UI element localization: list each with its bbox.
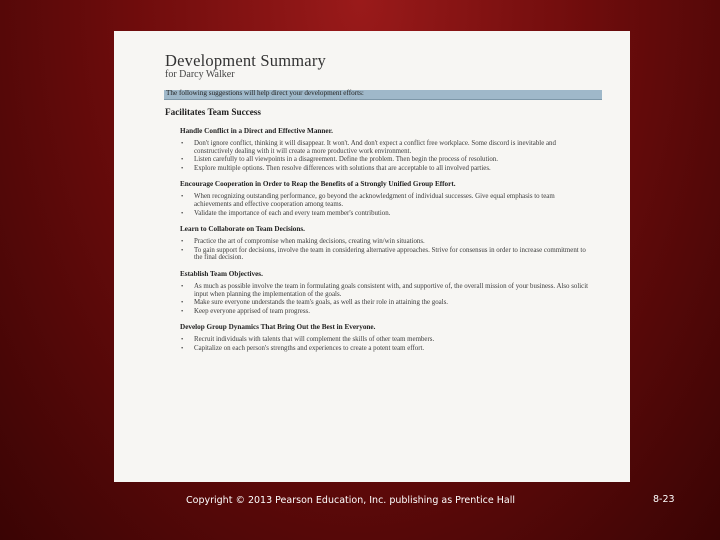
suggestion-group <box>180 270 590 315</box>
bullet-icon: • <box>181 307 184 315</box>
list-item-text: Capitalize on each person's strengths and experiences to create a potent team effort. <box>194 344 425 352</box>
group-heading: Develop Group Dynamics That Bring Out the Best in Everyone. <box>180 323 376 332</box>
list-item-text: As much as possible involve the team in formulating goals consistent with, and supportive of, the overall mission of your business. Also solicit input when planning the implementation of the goals. <box>194 282 589 298</box>
list-item <box>180 165 590 173</box>
list-item <box>180 156 590 164</box>
list-item <box>180 238 590 246</box>
list-item <box>180 345 590 353</box>
banner-bar <box>164 90 602 100</box>
list-item-text: Don't ignore conflict, thinking it will disappear. It won't. And don't expect a conflict free workplace. Some discord is inevitable and constructively dealing with it will create a more productive work environment. <box>194 140 556 155</box>
list-item-text: To gain support for decisions, involve the team in considering alternative approaches. Strive for consensus in order to increase commitment to the final decision. <box>194 246 586 262</box>
bullet-icon: • <box>181 246 184 254</box>
bullet-icon: • <box>181 344 184 352</box>
list-item-text: Validate the importance of each and every team member's contribution. <box>194 209 391 217</box>
list-item-text: Keep everyone apprised of team progress. <box>194 307 310 315</box>
bullet-icon: • <box>181 299 184 307</box>
bullet-icon: • <box>181 156 184 164</box>
bullet-icon: • <box>181 193 184 201</box>
list-item <box>180 210 590 218</box>
list-item <box>180 247 590 262</box>
page-number: 8-23 <box>653 494 675 505</box>
list-item <box>180 299 590 307</box>
list-item-text: Explore multiple options. Then resolve differences with solutions that are acceptable to all involved parties. <box>194 164 491 172</box>
document-page <box>114 31 630 482</box>
bullet-icon: • <box>181 336 184 344</box>
list-item <box>180 308 590 316</box>
document-subtitle: for Darcy Walker <box>165 69 235 80</box>
suggestion-group <box>180 323 590 352</box>
group-heading: Handle Conflict in a Direct and Effective Manner. <box>180 127 333 135</box>
list-item <box>180 193 590 208</box>
copyright-text: Copyright © 2013 Pearson Education, Inc. publishing as Prentice Hall <box>186 495 515 506</box>
banner-text: The following suggestions will help direct your development efforts: <box>166 89 364 97</box>
list-item-text: When recognizing outstanding performance, go beyond the acknowledgment of individual successes. Give equal emphasis to team achievements and effective cooperation among teams. <box>194 193 555 208</box>
list-item-text: Recruit individuals with talents that will complement the skills of other team members. <box>194 336 435 344</box>
list-item <box>180 336 590 344</box>
document-title: Development Summary <box>165 51 326 70</box>
list-item <box>180 140 590 155</box>
bullet-icon: • <box>181 238 184 246</box>
group-heading: Encourage Cooperation in Order to Reap the Benefits of a Strongly Unified Group Effort. <box>180 180 456 189</box>
list-item-text: Listen carefully to all viewpoints in a disagreement. Define the problem. Then begin the process of resolution. <box>194 156 498 164</box>
bullet-icon: • <box>181 140 184 147</box>
group-heading: Establish Team Objectives. <box>180 269 263 278</box>
section-heading: Facilitates Team Success <box>165 107 261 117</box>
group-heading: Learn to Collaborate on Team Decisions. <box>180 225 305 234</box>
list-item-text: Make sure everyone understands the team's goals, as well as their role in attaining the goals. <box>194 299 449 307</box>
suggestion-group <box>180 225 590 262</box>
suggestion-group <box>180 127 590 172</box>
suggestion-group <box>180 180 590 217</box>
list-item <box>180 283 590 298</box>
bullet-icon: • <box>181 282 184 290</box>
bullet-icon: • <box>181 164 184 172</box>
bullet-icon: • <box>181 209 184 217</box>
list-item-text: Practice the art of compromise when making decisions, creating win/win situations. <box>194 238 425 246</box>
suggestions-list <box>180 127 590 361</box>
